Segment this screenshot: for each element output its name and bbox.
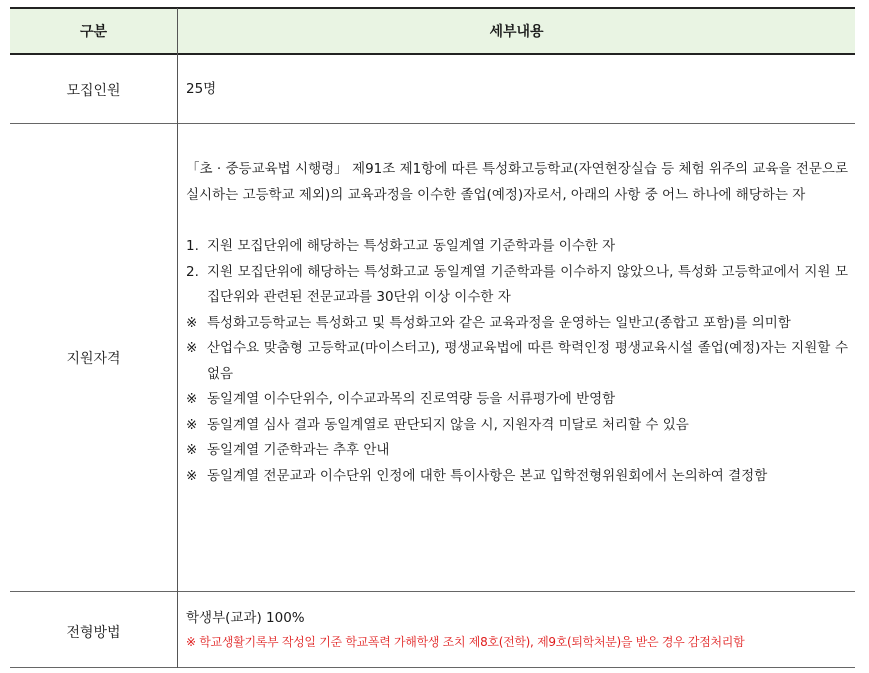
note-marker: ※ [186, 314, 198, 331]
selection-method-value: 학생부(교과) 100% [186, 610, 305, 626]
eligibility-note [186, 336, 848, 387]
label-eligibility: 지원자격 [66, 351, 121, 367]
note-marker: ※ [186, 340, 198, 356]
note-text: 동일계열 이수단위수, 이수교과목의 진로역량 등을 서류평가에 반영함 [207, 391, 616, 407]
eligibility-content [186, 157, 848, 489]
header-border [10, 53, 855, 55]
eligibility-note [186, 311, 848, 337]
header-col-details: 세부내용 [489, 24, 544, 40]
note-text: 동일계열 심사 결과 동일계열로 판단되지 않을 시, 지원자격 미달로 처리할 수 있음 [207, 416, 689, 433]
note-marker: ※ [186, 416, 198, 433]
item-text: 지원 모집단위에 해당하는 특성화고교 동일계열 기준학과를 이수한 자 [207, 238, 616, 254]
eligibility-item [186, 234, 848, 260]
top-border [10, 7, 855, 9]
item-text: 지원 모집단위에 해당하는 특성화고교 동일계열 기준학과를 이수하지 않았으나, 특성화 고등학교에서 지원 모집단위와 관련된 전문교과를 30단위 이상 이수한 자 [207, 263, 848, 305]
selection-method-note: ※ 학교생활기록부 작성일 기준 학교폭력 가해학생 조치 제8호(전학), 제9호(퇴학처분)을 받은 경우 감점처리함 [186, 635, 745, 649]
note-text: 산업수요 맞춤형 고등학교(마이스터고), 평생교육법에 따른 학력인정 평생교육시설 졸업(예정)자는 지원할 수 없음 [207, 340, 848, 382]
row-divider [10, 123, 855, 124]
note-marker: ※ [186, 442, 198, 458]
eligibility-note [186, 387, 848, 413]
column-divider [177, 8, 178, 668]
eligibility-note [186, 413, 848, 439]
eligibility-note [186, 438, 848, 464]
recruit-count-value: 25명 [186, 81, 217, 97]
note-text: 동일계열 전문교과 이수단위 인정에 대한 특이사항은 본교 입학전형위원회에서 논의하여 결정함 [207, 467, 768, 484]
eligibility-note [186, 464, 848, 490]
note-text: 동일계열 기준학과는 추후 안내 [207, 442, 390, 458]
note-marker: ※ [186, 467, 198, 484]
item-marker: 2. [186, 263, 199, 280]
row-divider [10, 591, 855, 592]
bottom-border [10, 667, 855, 668]
note-marker: ※ [186, 391, 198, 407]
label-selection-method: 전형방법 [66, 625, 121, 641]
header-col-category: 구분 [79, 24, 108, 40]
note-text: 특성화고등학교는 특성화고 및 특성화고와 같은 교육과정을 운영하는 일반고(종합고 포함)를 의미함 [207, 314, 791, 331]
label-recruit-count: 모집인원 [66, 83, 121, 99]
eligibility-intro: 「초 · 중등교육법 시행령」 제91조 제1항에 따른 특성화고등학교(자연현장실습 등 체험 위주의 교육을 전문으로 실시하는 고등학교 제외)의 교육과정을 이수한 졸업(예정)자로서, 아래의 사항 중 어느 하나에 해당하는 자 [186, 161, 848, 203]
item-marker: 1. [186, 238, 199, 254]
eligibility-item [186, 260, 848, 311]
